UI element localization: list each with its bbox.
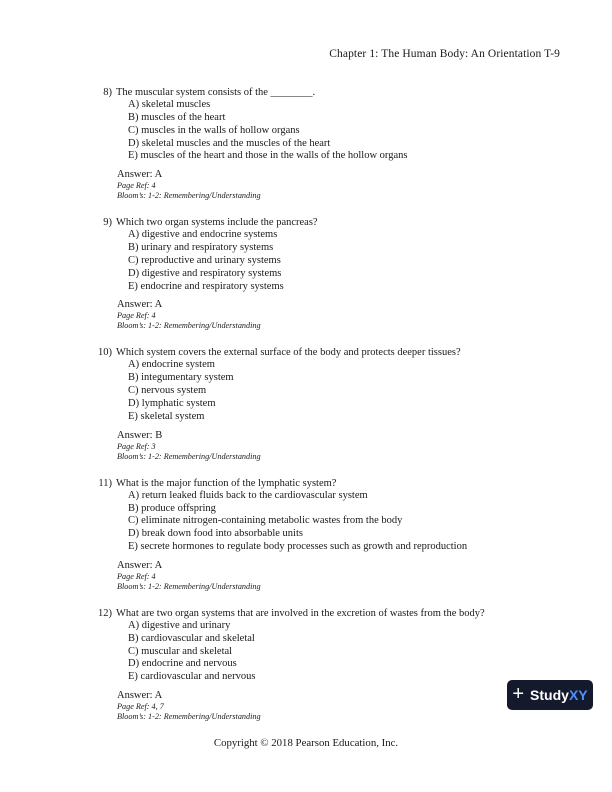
plus-icon: + (512, 683, 525, 705)
option-b: B) muscles of the heart (128, 111, 226, 123)
option-c: C) nervous system (128, 385, 207, 397)
question-8 (0, 86, 612, 201)
answer: Answer: A (117, 299, 163, 311)
option-a: A) return leaked fluids back to the cardiovascular system (128, 489, 368, 501)
answer: Answer: A (117, 169, 163, 181)
option-c: C) eliminate nitrogen-containing metabolic wastes from the body (128, 515, 403, 527)
question-text: What are two organ systems that are involved in the excretion of wastes from the body? (116, 607, 485, 619)
question-text: The muscular system consists of the ________. (116, 87, 316, 98)
option-a: A) digestive and endocrine systems (128, 229, 278, 241)
page-ref: Page Ref: 4 (117, 571, 156, 581)
question-list (0, 86, 612, 737)
option-d: D) break down food into absorbable units (128, 528, 303, 540)
answer: Answer: B (117, 429, 163, 441)
question-text: Which system covers the external surface of the body and protects deeper tissues? (116, 347, 461, 359)
copyright-footer: Copyright © 2018 Pearson Education, Inc. (213, 737, 399, 749)
option-e: E) endocrine and respiratory systems (128, 280, 284, 292)
badge-label (530, 687, 588, 703)
blooms-level: Bloom’s: 1-2: Remembering/Understanding (117, 321, 261, 331)
option-d: D) skeletal muscles and the muscles of the heart (128, 137, 331, 149)
option-list (0, 99, 612, 163)
page-ref: Page Ref: 4 (117, 181, 156, 191)
question-stem (0, 346, 612, 359)
option-c: C) muscular and skeletal (128, 645, 233, 657)
question-stem (0, 477, 612, 490)
badge-label-accent: XY (568, 687, 588, 703)
option-d: D) endocrine and nervous (128, 658, 237, 670)
question-9 (0, 216, 612, 331)
answer: Answer: A (117, 690, 163, 702)
blooms-level: Bloom’s: 1-2: Remembering/Understanding (117, 191, 261, 201)
option-b: B) produce offspring (128, 502, 216, 514)
option-a: A) digestive and urinary (128, 619, 231, 631)
option-d: D) lymphatic system (128, 397, 216, 409)
badge-label-main: Study (530, 687, 569, 703)
blooms-level: Bloom’s: 1-2: Remembering/Understanding (117, 581, 261, 591)
option-b: B) cardiovascular and skeletal (128, 632, 255, 644)
page-ref: Page Ref: 3 (117, 441, 156, 451)
question-stem (0, 216, 612, 229)
question-text: What is the major function of the lymphatic system? (116, 477, 337, 489)
question-number: 8) (103, 87, 112, 98)
question-text: Which two organ systems include the pancreas? (116, 217, 318, 229)
option-a: A) endocrine system (128, 359, 215, 371)
option-b: B) integumentary system (128, 372, 234, 384)
blooms-level: Bloom’s: 1-2: Remembering/Understanding (117, 712, 261, 722)
question-stem (0, 86, 612, 99)
page-ref: Page Ref: 4, 7 (117, 702, 164, 712)
question-number: 12) (98, 607, 112, 619)
question-stem (0, 607, 612, 620)
page-ref: Page Ref: 4 (117, 311, 156, 321)
answer: Answer: A (117, 559, 163, 571)
option-a: A) skeletal muscles (128, 99, 211, 110)
question-number: 11) (98, 477, 112, 489)
option-list (0, 229, 612, 293)
option-e: E) skeletal system (128, 410, 205, 422)
option-list (0, 490, 612, 554)
option-e: E) cardiovascular and nervous (128, 671, 256, 683)
option-b: B) urinary and respiratory systems (128, 242, 274, 254)
option-e: E) secrete hormones to regulate body processes such as growth and reproduction (128, 541, 468, 553)
option-list (0, 359, 612, 423)
page-header: Chapter 1: The Human Body: An Orientation T-9 (329, 48, 560, 60)
option-c: C) reproductive and urinary systems (128, 254, 281, 266)
question-11 (0, 477, 612, 592)
question-10 (0, 346, 612, 461)
option-c: C) muscles in the walls of hollow organs (128, 124, 300, 136)
blooms-level: Bloom’s: 1-2: Remembering/Understanding (117, 451, 261, 461)
studyxy-badge[interactable] (507, 680, 593, 710)
option-e: E) muscles of the heart and those in the walls of the hollow organs (128, 150, 408, 162)
question-number: 9) (103, 217, 112, 229)
option-list (0, 620, 612, 684)
question-number: 10) (98, 347, 112, 359)
option-d: D) digestive and respiratory systems (128, 267, 282, 279)
